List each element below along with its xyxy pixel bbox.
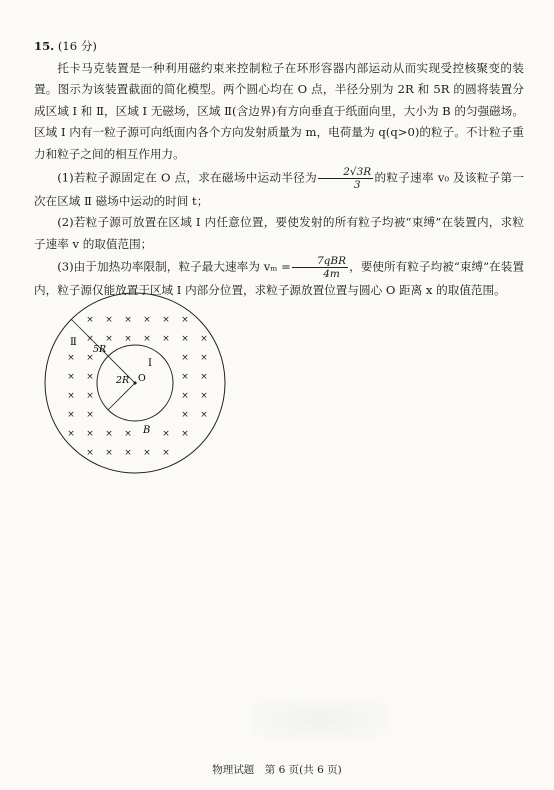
field-cross-mark: × xyxy=(67,353,75,363)
field-cross-mark: × xyxy=(162,315,170,325)
part-1 xyxy=(34,166,524,213)
field-label: B xyxy=(143,425,151,436)
page-footer: 物理试题 第 6 页(共 6 页) xyxy=(212,764,342,776)
field-cross-mark: × xyxy=(181,429,189,439)
part-1-text-b: 的粒子速率 v₀ 及该粒子第一次在区域 Ⅱ 磁场中运动的时间 t； xyxy=(34,170,524,208)
field-cross-mark: × xyxy=(124,429,132,439)
field-cross-mark: × xyxy=(67,372,75,382)
field-cross-mark: × xyxy=(143,448,151,458)
field-cross-mark: × xyxy=(67,391,75,401)
field-cross-mark: × xyxy=(162,334,170,344)
field-cross-mark: × xyxy=(86,315,94,325)
part-1-fraction-denominator: 3 xyxy=(353,178,361,191)
part-1-fraction xyxy=(318,166,373,191)
field-cross-mark: × xyxy=(86,429,94,439)
field-cross-mark: × xyxy=(200,372,208,382)
field-cross-mark: × xyxy=(143,315,151,325)
field-cross-mark: × xyxy=(181,353,189,363)
field-cross-mark: × xyxy=(105,315,113,325)
field-cross-mark: × xyxy=(200,410,208,420)
problem-intro xyxy=(34,36,524,58)
field-cross-mark: × xyxy=(124,334,132,344)
field-cross-mark: × xyxy=(181,391,189,401)
field-cross-mark: × xyxy=(162,429,170,439)
part-3-text-b: ，要使所有粒子均被“束缚”在装置内，粒子源仅能放置于区域 Ⅰ 内部分位置，求粒子源放置位置与圆心 O 距离 x 的取值范围。 xyxy=(34,259,524,298)
part-3-fraction xyxy=(292,255,348,280)
field-cross-mark: × xyxy=(181,410,189,420)
problem-15 xyxy=(34,36,524,302)
region-1-label: Ⅰ xyxy=(148,358,152,369)
inner-radius-label: 2R xyxy=(116,375,130,386)
region-2-label: Ⅱ xyxy=(70,337,77,348)
outer-radius-label: 5R xyxy=(93,344,107,355)
field-cross-mark: × xyxy=(86,334,94,344)
field-cross-mark: × xyxy=(86,372,94,382)
part-1-fraction-numerator: 2√3R xyxy=(318,166,373,179)
field-cross-mark: × xyxy=(86,448,94,458)
field-cross-mark: × xyxy=(162,448,170,458)
question-number: 15. xyxy=(34,39,55,53)
part-1-text-a: (1)若粒子源固定在 O 点，求在磁场中运动半径为 xyxy=(57,170,318,185)
field-cross-mark: × xyxy=(181,372,189,382)
field-cross-mark: × xyxy=(86,391,94,401)
scan-smudge xyxy=(250,700,390,740)
field-cross-mark: × xyxy=(124,448,132,458)
field-cross-mark: × xyxy=(124,315,132,325)
field-cross-mark: × xyxy=(200,391,208,401)
problem-statement: 托卡马克装置是一种利用磁约束来控制粒子在环形容器内部运动从而实现受控核聚变的装置。图示为该装置截面的简化模型。两个圆心均在 O 点，半径分别为 2R 和 5R 的圆将装置分成区域 Ⅰ 和 Ⅱ，区域 Ⅰ 无磁场，区域 Ⅱ(含边界)有方向垂直于纸面向里，大小为 B 的匀强磁场。区域 Ⅰ 内有一粒子源可向纸面内各个方向发射质量为 m，电荷量为 q(q>0)的粒子。不计粒子重力和粒子之间的相互作用力。 xyxy=(34,60,524,161)
field-cross-mark: × xyxy=(105,429,113,439)
field-cross-mark: × xyxy=(181,334,189,344)
center-point xyxy=(133,381,136,384)
field-cross-mark: × xyxy=(67,429,75,439)
tokamak-figure xyxy=(40,288,230,478)
field-cross-mark: × xyxy=(105,334,113,344)
part-2: (2)若粒子源可放置在区域 Ⅰ 内任意位置，要使发射的所有粒子均被“束缚”在装置内，求粒子速率 v 的取值范围； xyxy=(34,215,524,251)
field-cross-mark: × xyxy=(200,334,208,344)
center-label: O xyxy=(138,373,146,384)
part-3-fraction-denominator: 4m xyxy=(323,268,340,281)
field-cross-mark: × xyxy=(67,410,75,420)
field-cross-mark: × xyxy=(86,410,94,420)
question-points: (16 分) xyxy=(57,39,97,53)
field-cross-mark: × xyxy=(143,334,151,344)
field-cross-mark: × xyxy=(200,353,208,363)
part-3-fraction-numerator: 7qBR xyxy=(292,255,348,268)
field-cross-mark: × xyxy=(105,448,113,458)
part-3-text-a: (3)由于加热功率限制，粒子最大速率为 vₘ = xyxy=(57,259,291,274)
field-cross-mark: × xyxy=(86,353,94,363)
field-cross-mark: × xyxy=(181,315,189,325)
